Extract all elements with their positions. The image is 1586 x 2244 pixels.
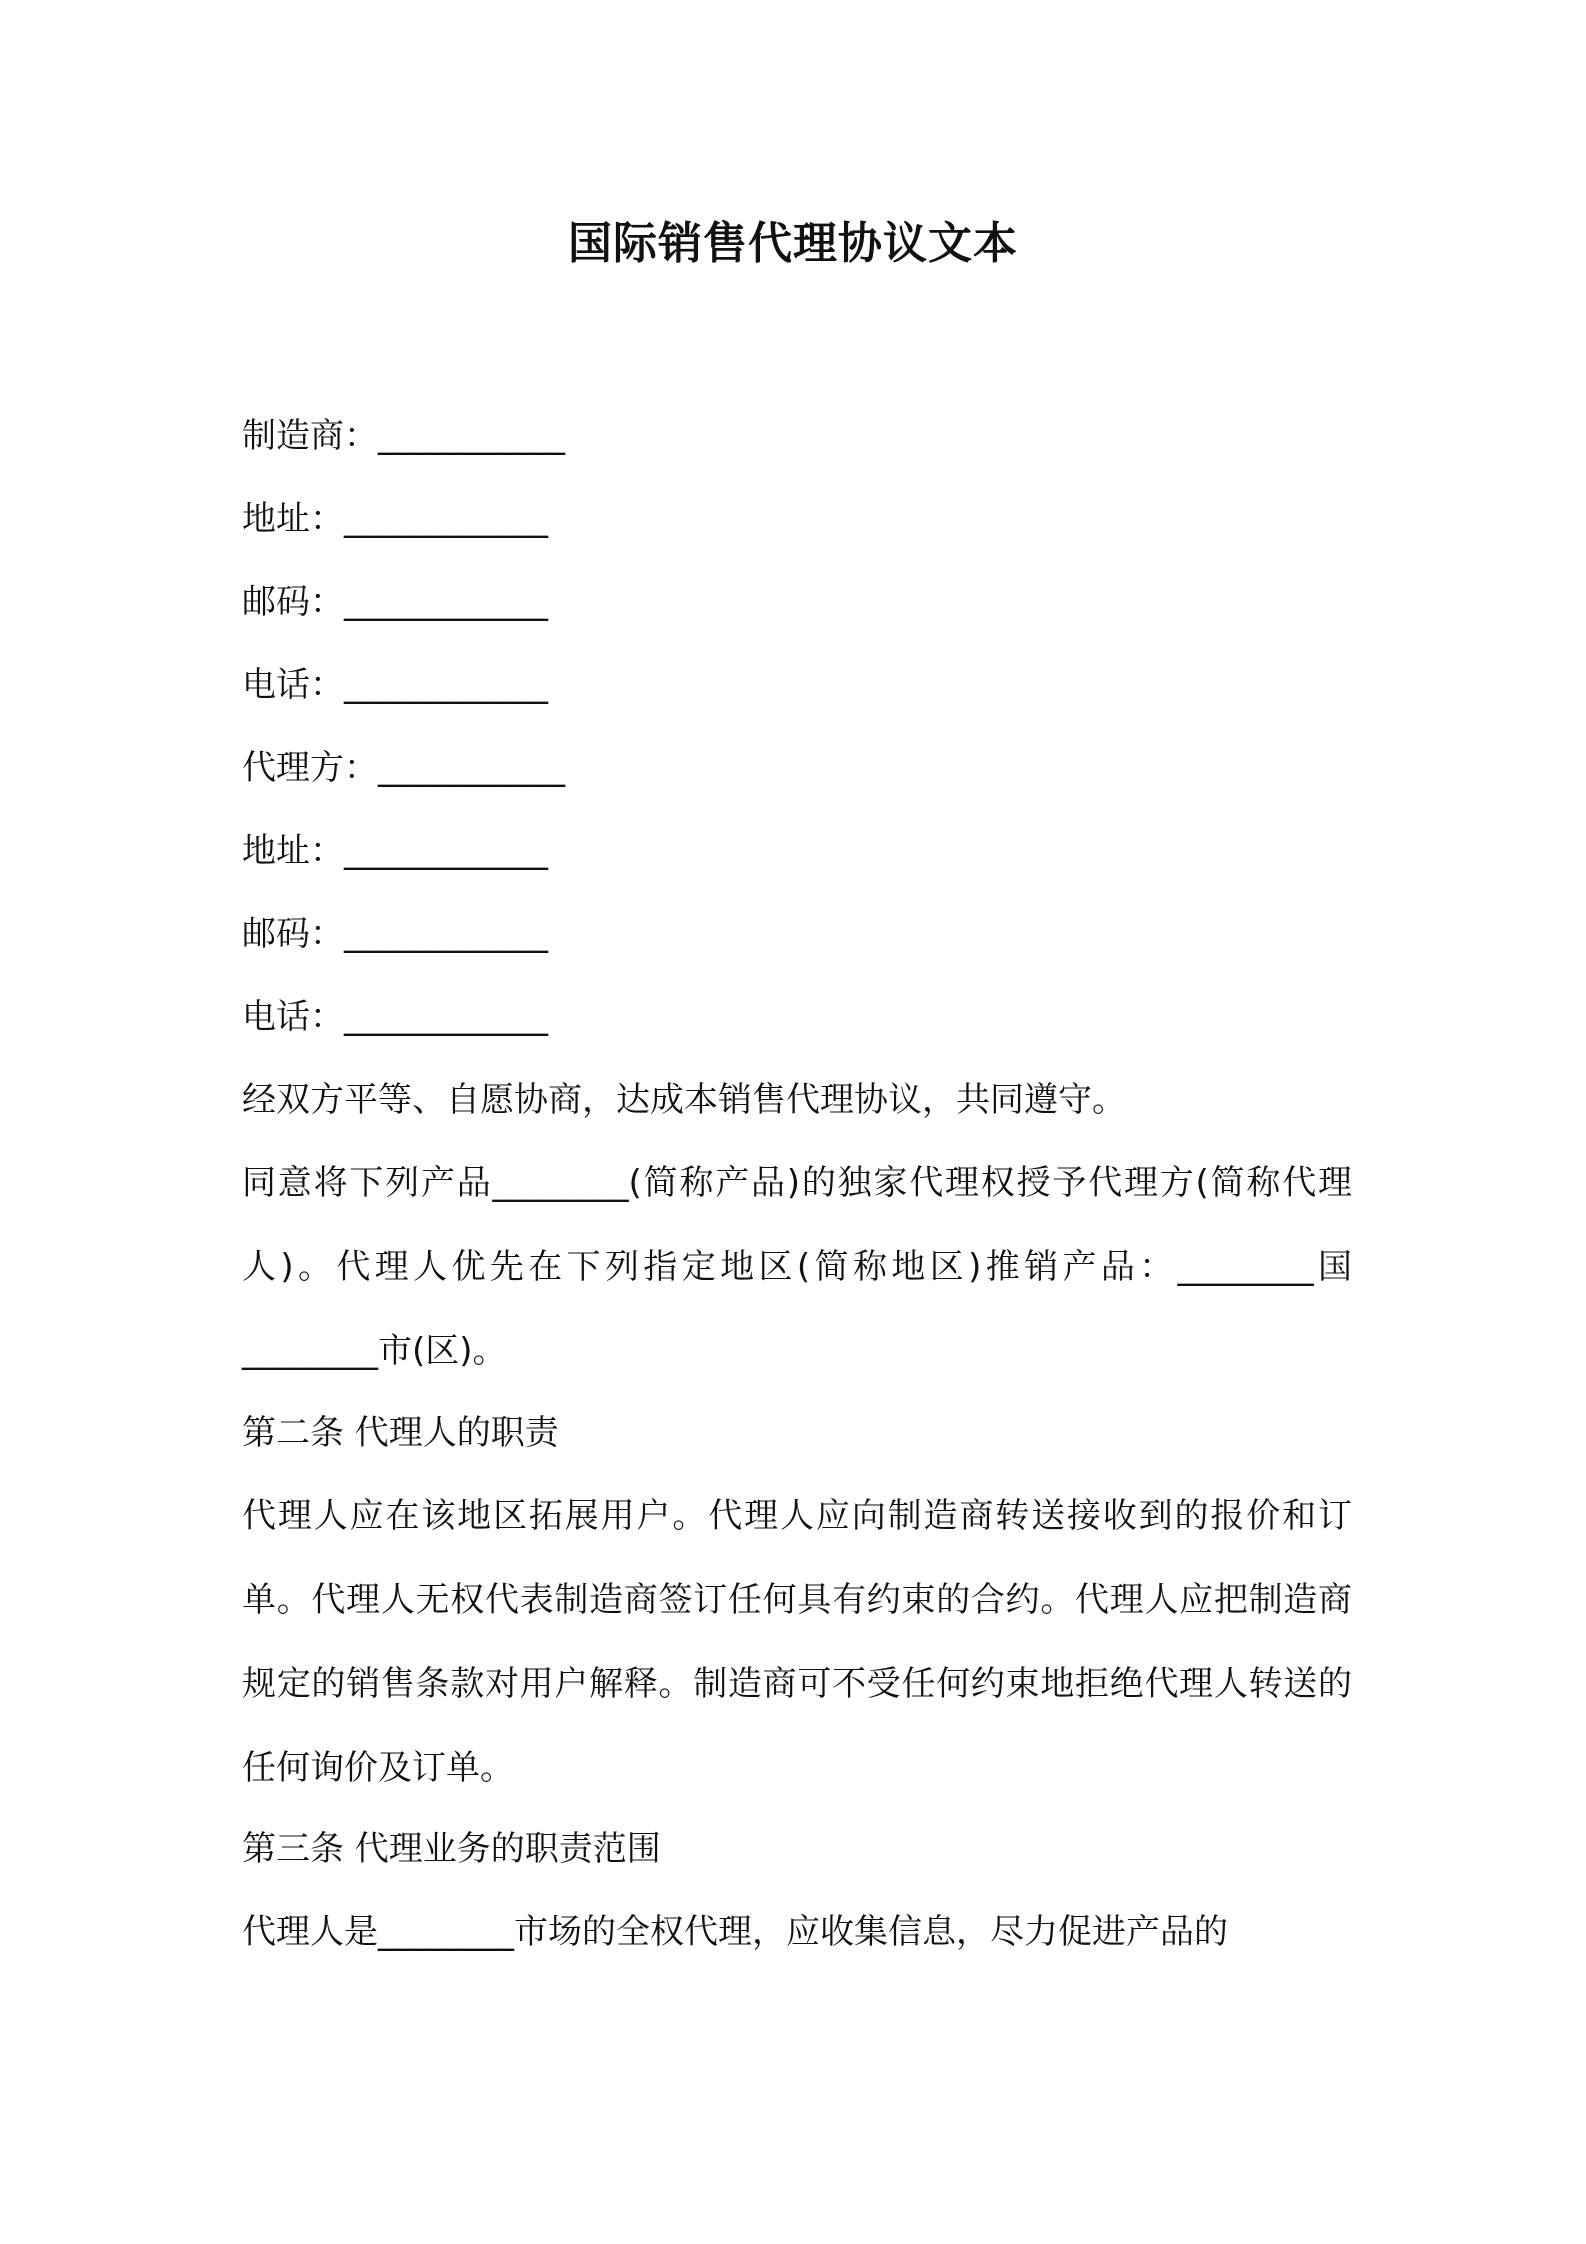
intro-paragraph: 经双方平等、自愿协商，达成本销售代理协议，共同遵守。: [242, 1080, 1126, 1120]
article3-paragraph: 代理人是________市场的全权代理，应收集信息，尽力促进产品的: [242, 1912, 1228, 1952]
agent-field: 代理方：___________: [242, 748, 565, 788]
article3-heading: 第三条 代理业务的职责范围: [242, 1829, 661, 1869]
manufacturer-phone-field: 电话：____________: [242, 665, 548, 705]
manufacturer-postcode-field: 邮码：____________: [242, 582, 548, 622]
manufacturer-address-field: 地址：____________: [242, 499, 548, 539]
agent-postcode-field: 邮码：____________: [242, 914, 548, 954]
manufacturer-field: 制造商：___________: [242, 416, 565, 456]
agent-phone-field: 电话：____________: [242, 997, 548, 1037]
document-title: 国际销售代理协议文本: [568, 218, 1018, 269]
article2-paragraph: 代理人应在该地区拓展用户。代理人应向制造商转送接收到的报价和订单。代理人无权代表制造商签订任何具有约束的合约。代理人应把制造商规定的销售条款对用户解释。制造商可不受任何约束地拒绝代理人转送的任何询价及订单。: [242, 1496, 1352, 1788]
article1-paragraph: 同意将下列产品________(简称产品)的独家代理权授予代理方(简称代理人)。代理人优先在下列指定地区(简称地区)推销产品：________国________市(区)。: [242, 1163, 1352, 1371]
agent-address-field: 地址：____________: [242, 831, 548, 871]
article2-heading: 第二条 代理人的职责: [242, 1413, 559, 1453]
